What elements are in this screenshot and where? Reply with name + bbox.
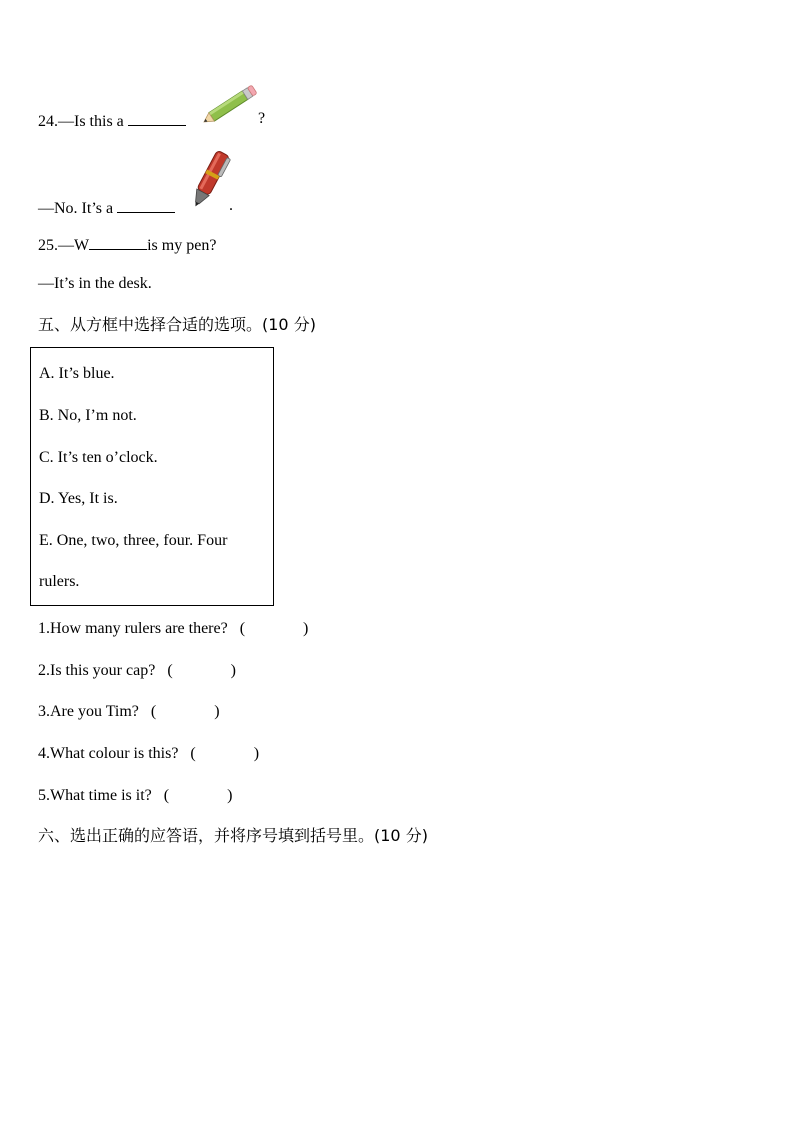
- question-1-text: 1.How many rulers are there?: [38, 620, 228, 637]
- options-box: [30, 347, 274, 606]
- q24-blank-2[interactable]: [117, 196, 175, 213]
- pen-icon: [188, 146, 232, 212]
- question-4-text: 4.What colour is this?: [38, 745, 179, 762]
- q25-line2: —It’s in the desk.: [38, 275, 152, 292]
- q24-line1-prefix: —Is this a: [58, 113, 128, 130]
- q24-number: 24.: [38, 113, 58, 130]
- q25-blank[interactable]: [89, 233, 147, 250]
- q25-number: 25.: [38, 237, 58, 254]
- question-3: [38, 702, 220, 722]
- q24-line2-prefix: —No. It’s a: [38, 200, 118, 217]
- q24-line1: [38, 109, 186, 132]
- q24-line2-end: .: [229, 197, 233, 214]
- section6-heading: 六、选出正确的应答语，并将序号填到括号里。(10 分): [38, 826, 428, 845]
- option-a: A. It’s blue.: [39, 365, 115, 382]
- question-2: [38, 661, 236, 681]
- question-2-text: 2.Is this your cap?: [38, 662, 156, 679]
- q25-line1: [38, 233, 216, 256]
- q24-line1-end: ?: [258, 110, 266, 127]
- answer-paren-4[interactable]: ( ): [190, 745, 260, 762]
- option-e: E. One, two, three, four. Four: [39, 532, 228, 549]
- question-1: [38, 619, 308, 639]
- question-3-text: 3.Are you Tim?: [38, 703, 139, 720]
- answer-paren-5[interactable]: ( ): [163, 787, 233, 804]
- q25-line1-suffix: is my pen?: [147, 237, 217, 254]
- question-4: [38, 744, 259, 764]
- section5-heading: 五、从方框中选择合适的选项。(10 分): [38, 315, 316, 334]
- pencil-icon: [198, 82, 262, 128]
- q25-line1-prefix: —W: [58, 237, 90, 254]
- answer-paren-3[interactable]: ( ): [150, 703, 220, 720]
- answer-paren-1[interactable]: ( ): [239, 620, 309, 637]
- question-5-text: 5.What time is it?: [38, 787, 152, 804]
- answer-paren-2[interactable]: ( ): [167, 662, 236, 679]
- q24-blank-1[interactable]: [128, 109, 186, 126]
- question-5: [38, 786, 232, 806]
- option-e-cont: rulers.: [39, 573, 80, 590]
- option-c: C. It’s ten o’clock.: [39, 449, 158, 466]
- option-b: B. No, I’m not.: [39, 407, 137, 424]
- option-d: D. Yes, It is.: [39, 490, 118, 507]
- q24-line2: [38, 196, 175, 219]
